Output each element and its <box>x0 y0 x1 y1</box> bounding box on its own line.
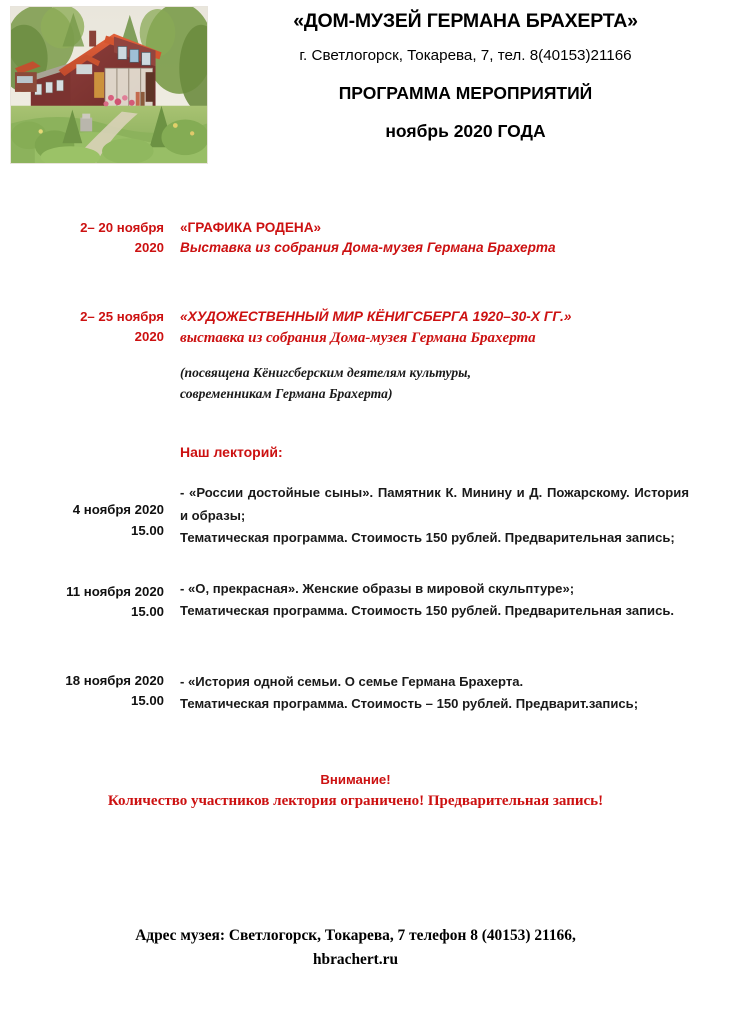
attention-notice <box>22 770 689 812</box>
lectorium-heading-row <box>22 444 689 460</box>
lecture-line: - «России достойные сыны». Памятник К. Минину и Д. Пожарскому. История и образы; <box>180 485 689 523</box>
exhibition-body-column <box>180 307 689 404</box>
program-month: ноябрь 2020 ГОДА <box>385 120 546 141</box>
exhibition-note-line1: (посвящена Кёнигсберским деятелям культуры, <box>180 365 471 381</box>
lecture-date-line1: 18 ноября 2020 <box>65 672 164 688</box>
attention-title: Внимание! <box>320 771 391 787</box>
exhibition-date-column <box>22 307 180 348</box>
lecture-line: - «О, прекрасная». Женские образы в мировой скульптуре»; <box>180 580 575 596</box>
exhibition-subtitle: Выставка из собрания Дома-музея Германа Брахерта <box>180 240 556 256</box>
lecture-line: Тематическая программа. Стоимость 150 рублей. Предварительная запись. <box>180 603 675 619</box>
lecture-line: - «История одной семьи. О семье Германа Брахерта. <box>180 673 524 689</box>
exhibition-subtitle: выставка из собрания Дома-музея Германа Брахерта <box>180 329 536 346</box>
lecture-date-column <box>22 578 180 623</box>
lecture-date-line1: 4 ноября 2020 <box>72 502 164 518</box>
exhibition-title: «ГРАФИКА РОДЕНА» <box>180 220 322 235</box>
exhibition-body-column <box>180 218 689 259</box>
document-content <box>0 218 729 972</box>
footer-address: Адрес музея: Светлогорск, Токарева, 7 телефон 8 (40153) 21166, <box>135 927 576 945</box>
document-footer <box>22 924 689 972</box>
exhibition-date-line2: 2020 <box>134 240 164 256</box>
footer-website: hbrachert.ru <box>312 950 399 968</box>
attention-body: Количество участников лектория ограничено! Предварительная запись! <box>107 792 604 809</box>
lecture-body-column <box>180 578 689 623</box>
lecture-line: Тематическая программа. Стоимость – 150 рублей. Предварит.запись; <box>180 696 639 712</box>
lectorium-heading-body <box>180 444 689 460</box>
exhibition-date-line2: 2020 <box>134 329 164 345</box>
header-text-block <box>208 6 715 142</box>
program-heading: ПРОГРАММА МЕРОПРИЯТИЙ <box>338 82 593 103</box>
lecture-row <box>22 578 689 623</box>
exhibition-date-line1: 2– 25 ноября <box>80 308 164 324</box>
lecture-line: Тематическая программа. Стоимость 150 рублей. Предварительная запись; <box>180 530 675 546</box>
museum-address-line: г. Светлогорск, Токарева, 7, тел. 8(40153)21166 <box>299 47 632 65</box>
exhibition-row <box>22 218 689 259</box>
lecture-row <box>22 671 689 716</box>
lecture-time-line: 15.00 <box>130 604 164 620</box>
lecture-date-column <box>22 671 180 712</box>
document-header <box>0 0 729 164</box>
lecture-body-column <box>180 482 689 550</box>
lecture-time-line: 15.00 <box>130 693 164 709</box>
lecture-date-column <box>22 482 180 541</box>
museum-artwork-image <box>10 6 208 164</box>
exhibition-row <box>22 307 689 404</box>
spacer <box>180 349 689 363</box>
lecture-date-line1: 11 ноября 2020 <box>66 583 164 599</box>
museum-title: «ДОМ-МУЗЕЙ ГЕРМАНА БРАХЕРТА» <box>293 10 638 32</box>
exhibition-date-line1: 2– 20 ноября <box>80 220 164 235</box>
lecture-row <box>22 482 689 550</box>
exhibition-title: «ХУДОЖЕСТВЕННЫЙ МИР КЁНИГСБЕРГА 1920–30-Х ГГ.» <box>180 308 572 324</box>
exhibition-date-column <box>22 218 180 259</box>
lecture-body-column <box>180 671 689 716</box>
lecture-time-line: 15.00 <box>130 522 164 538</box>
lectorium-heading: Наш лекторий: <box>180 444 283 461</box>
exhibition-note-line2: современникам Германа Брахерта) <box>180 385 393 401</box>
